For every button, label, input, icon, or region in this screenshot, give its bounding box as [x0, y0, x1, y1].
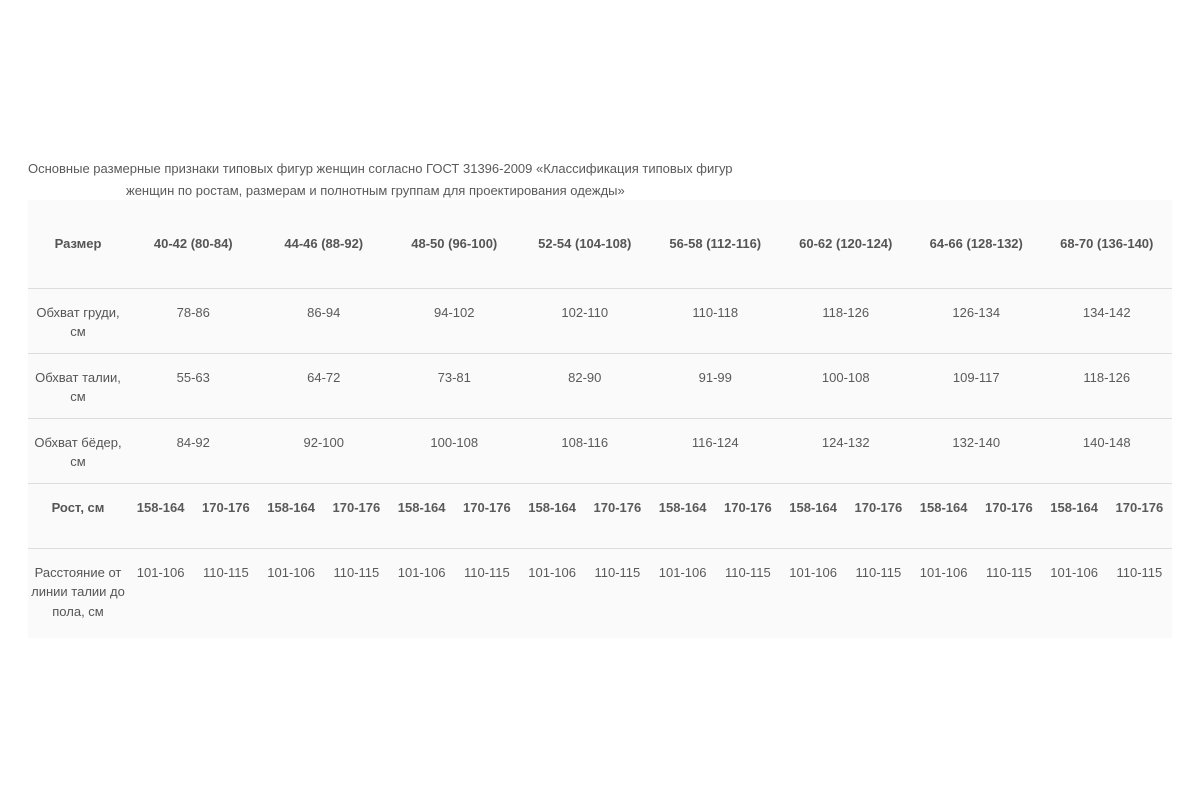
- size-table: [28, 200, 1172, 638]
- table-cell: 158-164: [1042, 483, 1107, 548]
- table-cell: 91-99: [650, 353, 781, 418]
- table-cell: 110-115: [846, 548, 911, 638]
- table-row-height: [28, 483, 1172, 548]
- size-table-container: [28, 200, 1172, 638]
- table-cell: 101-106: [1042, 548, 1107, 638]
- size-header: 64-66 (128-132): [929, 236, 1023, 251]
- table-row-distance: [28, 548, 1172, 638]
- table-cell: 101-106: [911, 548, 976, 638]
- table-cell: 84-92: [128, 418, 259, 483]
- size-header: 40-42 (80-84): [153, 236, 233, 251]
- table-cell: 158-164: [389, 483, 454, 548]
- table-cell: 110-118: [650, 288, 781, 353]
- size-header: 68-70 (136-140): [1060, 236, 1154, 251]
- size-header: 48-50 (96-100): [411, 236, 498, 251]
- table-cell: 116-124: [650, 418, 781, 483]
- table-cell: 158-164: [650, 483, 715, 548]
- table-header-row: [28, 200, 1172, 288]
- table-cell: 73-81: [389, 353, 520, 418]
- table-cell: 101-106: [650, 548, 715, 638]
- table-cell: 170-176: [454, 483, 519, 548]
- table-cell: 101-106: [259, 548, 324, 638]
- table-cell: 170-176: [193, 483, 258, 548]
- table-cell: 110-115: [454, 548, 519, 638]
- table-cell: 134-142: [1042, 288, 1173, 353]
- table-cell: 94-102: [389, 288, 520, 353]
- table-cell: 110-115: [715, 548, 780, 638]
- caption-line-2: женщин по ростам, размерам и полнотным группам для проектирования одежды»: [126, 183, 625, 198]
- table-cell: 102-110: [520, 288, 651, 353]
- table-cell: 140-148: [1042, 418, 1173, 483]
- table-cell: 108-116: [520, 418, 651, 483]
- table-cell: 110-115: [193, 548, 258, 638]
- table-cell: 158-164: [911, 483, 976, 548]
- table-cell: 170-176: [846, 483, 911, 548]
- size-header: 52-54 (104-108): [538, 236, 632, 251]
- table-cell: 170-176: [585, 483, 650, 548]
- table-cell: 170-176: [324, 483, 389, 548]
- table-cell: 101-106: [389, 548, 454, 638]
- table-cell: 86-94: [259, 288, 390, 353]
- size-header: 56-58 (112-116): [669, 236, 762, 251]
- table-cell: 158-164: [128, 483, 193, 548]
- table-cell: 118-126: [781, 288, 912, 353]
- table-cell: 158-164: [520, 483, 585, 548]
- table-cell: 158-164: [781, 483, 846, 548]
- row-label: [28, 483, 128, 548]
- table-cell: 158-164: [259, 483, 324, 548]
- table-cell: 170-176: [715, 483, 780, 548]
- table-cell: 64-72: [259, 353, 390, 418]
- table-cell: 118-126: [1042, 353, 1173, 418]
- table-cell: 124-132: [781, 418, 912, 483]
- table-cell: 126-134: [911, 288, 1042, 353]
- table-cell: 110-115: [585, 548, 650, 638]
- size-header: 44-46 (88-92): [284, 236, 364, 251]
- table-row-hips: [28, 418, 1172, 483]
- table-cell: 101-106: [128, 548, 193, 638]
- table-cell: 170-176: [976, 483, 1041, 548]
- table-cell: 100-108: [389, 418, 520, 483]
- table-cell: 110-115: [976, 548, 1041, 638]
- table-cell: 132-140: [911, 418, 1042, 483]
- row-label: Обхват груди, см: [28, 288, 128, 353]
- table-cell: 101-106: [520, 548, 585, 638]
- row-label: Обхват бёдер, см: [28, 418, 128, 483]
- caption-line-1: Основные размерные признаки типовых фигур женщин согласно ГОСТ 31396-2009 «Классификация типовых фигур: [28, 161, 733, 176]
- size-header: 60-62 (120-124): [799, 236, 893, 251]
- row-label: Расстояние от линии талии до пола, см: [28, 548, 128, 638]
- table-caption: [28, 158, 748, 202]
- table-row-chest: [28, 288, 1172, 353]
- table-cell: 100-108: [781, 353, 912, 418]
- table-cell: 170-176: [1107, 483, 1172, 548]
- table-cell: 92-100: [259, 418, 390, 483]
- table-row-waist: [28, 353, 1172, 418]
- row-label: Обхват талии, см: [28, 353, 128, 418]
- table-cell: 55-63: [128, 353, 259, 418]
- table-cell: 110-115: [1107, 548, 1172, 638]
- table-cell: 82-90: [520, 353, 651, 418]
- header-label: Размер: [54, 236, 102, 251]
- table-cell: 110-115: [324, 548, 389, 638]
- row-label-unit: , см: [80, 499, 105, 515]
- table-cell: 109-117: [911, 353, 1042, 418]
- table-cell: 101-106: [781, 548, 846, 638]
- row-label-bold: Рост: [51, 499, 81, 515]
- table-cell: 78-86: [128, 288, 259, 353]
